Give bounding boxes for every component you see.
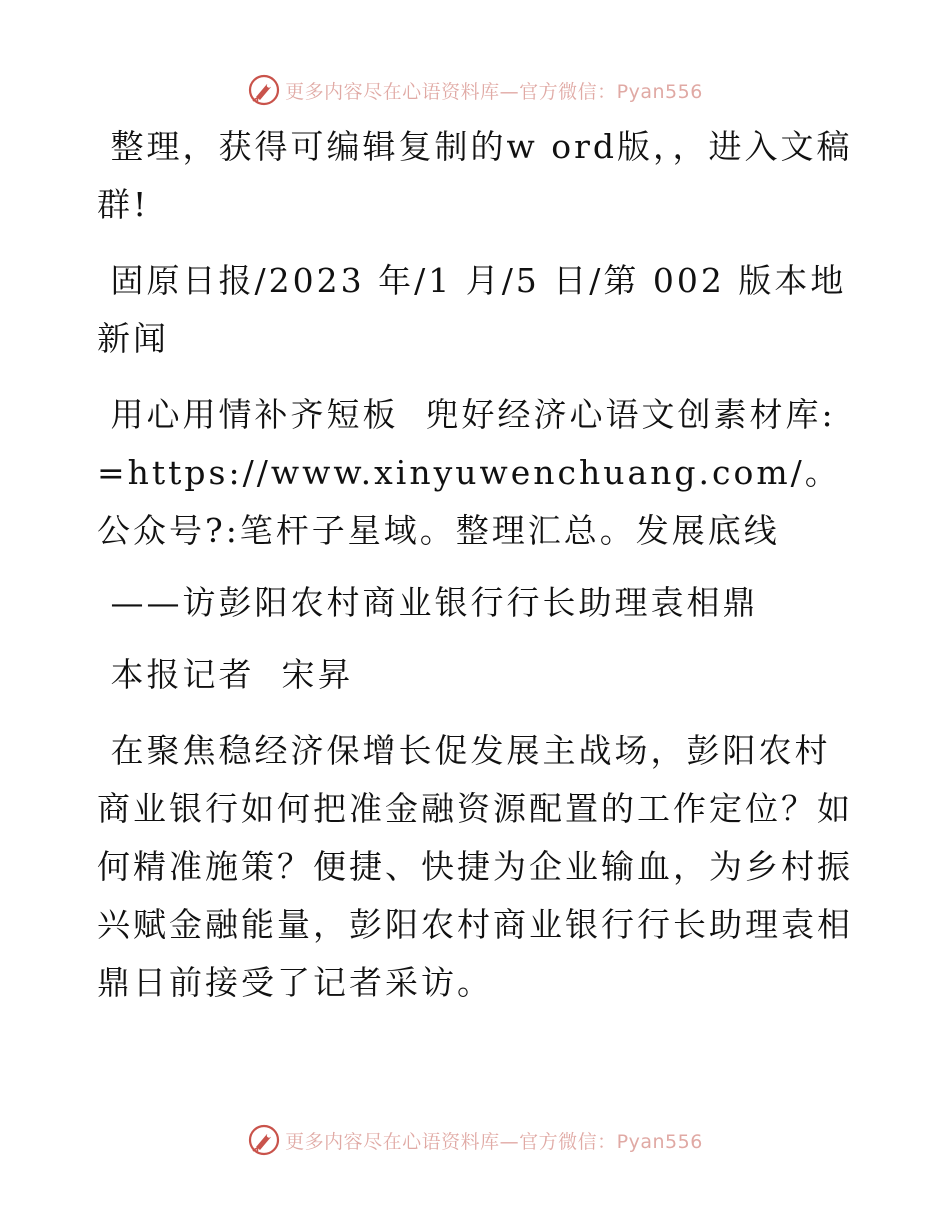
pen-nib-logo-icon (247, 1123, 281, 1157)
headline-paragraph: 用心用情补齐短板 兜好经济心语文创素材库: =https://www.xinyuwenchuang.com/。公众号?:笔杆子星域。整理汇总。发展底线 (97, 395, 850, 550)
pen-nib-logo-icon (247, 73, 281, 107)
header-watermark-text: 更多内容尽在心语资料库—官方微信：Pyan556 (285, 80, 703, 103)
header-watermark-banner (0, 70, 950, 110)
body-paragraph: 在聚焦稳经济保增长促发展主战场，彭阳农村商业银行如何把准金融资源配置的工作定位？如何精准施策？便捷、快捷为企业输血，为乡村振兴赋金融能量，彭阳农村商业银行行长助理袁相鼎日前接受了记者采访。 (97, 731, 853, 1002)
intro-paragraph: 整理，获得可编辑复制的w ord版，，进入文稿群! (97, 127, 853, 224)
footer-watermark-banner (0, 1120, 950, 1160)
byline-paragraph (97, 646, 857, 704)
document-body (97, 118, 857, 1012)
byline-prefix: 本报记者 宋 (97, 655, 318, 694)
subtitle-paragraph: ——访彭阳农村商业银行行长助理袁相鼎 (97, 583, 759, 622)
dateline-paragraph: 固原日报/2023 年/1 月/5 日/第 002 版本地新闻 (97, 261, 847, 358)
footer-watermark-text: 更多内容尽在心语资料库—官方微信：Pyan556 (285, 1130, 703, 1153)
byline-name-char: 昇 (317, 655, 354, 694)
